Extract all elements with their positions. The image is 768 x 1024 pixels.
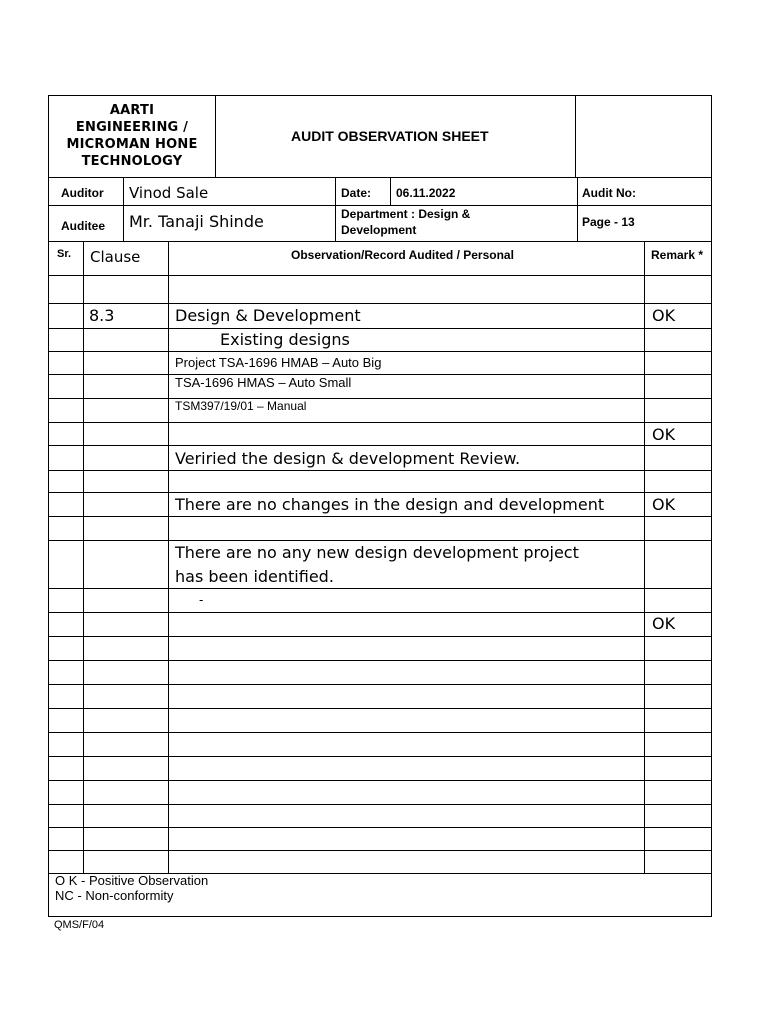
observation-cell: Existing designs <box>220 330 350 349</box>
column-header-clause: Clause <box>90 248 141 266</box>
column-header-observation: Observation/Record Audited / Personal <box>291 248 514 262</box>
rule-auditor-bottom <box>49 205 711 206</box>
date-value: 06.11.2022 <box>396 186 456 200</box>
form-code: QMS/F/04 <box>54 919 105 931</box>
department-line2: Development <box>341 223 417 237</box>
auditee-label: Auditee <box>61 219 106 233</box>
company-name-line: ENGINEERING / <box>75 120 189 135</box>
company-name-line: TECHNOLOGY <box>81 154 183 169</box>
legend-ok: O K - Positive Observation <box>55 873 209 888</box>
observation-cell: has been identified. <box>175 567 334 586</box>
observation-cell: Project TSA-1696 HMAB – Auto Big <box>175 355 382 370</box>
legend-nc: NC - Non-conformity <box>55 888 174 903</box>
column-header-remark: Remark * <box>651 248 704 262</box>
audit-no-label: Audit No: <box>582 186 636 200</box>
audit-sheet <box>48 95 712 917</box>
remark-cell: OK <box>652 495 676 514</box>
observation-cell: Veriried the design & development Review. <box>175 449 521 468</box>
company-name-line: MICROMAN HONE <box>66 137 198 152</box>
observation-cell: Design & Development <box>175 306 361 325</box>
sheet-title: AUDIT OBSERVATION SHEET <box>291 128 489 144</box>
auditor-label: Auditor <box>61 186 104 200</box>
column-header-sr: Sr. <box>57 248 72 260</box>
company-name-line: AARTI <box>109 103 155 118</box>
company-name <box>49 102 215 170</box>
auditor-value: Vinod Sale <box>129 184 209 202</box>
auditee-value: Mr. Tanaji Shinde <box>129 212 264 231</box>
observation-cell: There are no any new design development project <box>175 543 579 562</box>
rule-header-bottom <box>49 177 711 178</box>
observation-cell: - <box>199 592 204 607</box>
observation-cell: TSA-1696 HMAS – Auto Small <box>175 375 352 390</box>
page-number: Page - 13 <box>582 215 635 229</box>
clause-cell: 8.3 <box>89 306 115 325</box>
remark-cell: OK <box>652 614 676 633</box>
observation-cell: There are no changes in the design and development <box>175 495 605 514</box>
rule-auditee-bottom <box>49 241 711 242</box>
observation-cell: TSM397/19/01 – Manual <box>175 399 307 413</box>
remark-cell: OK <box>652 425 676 444</box>
department-line1: Department : Design & <box>341 207 471 221</box>
rule-colheader-bottom <box>49 275 711 276</box>
date-label: Date: <box>341 186 372 200</box>
remark-cell: OK <box>652 306 676 325</box>
